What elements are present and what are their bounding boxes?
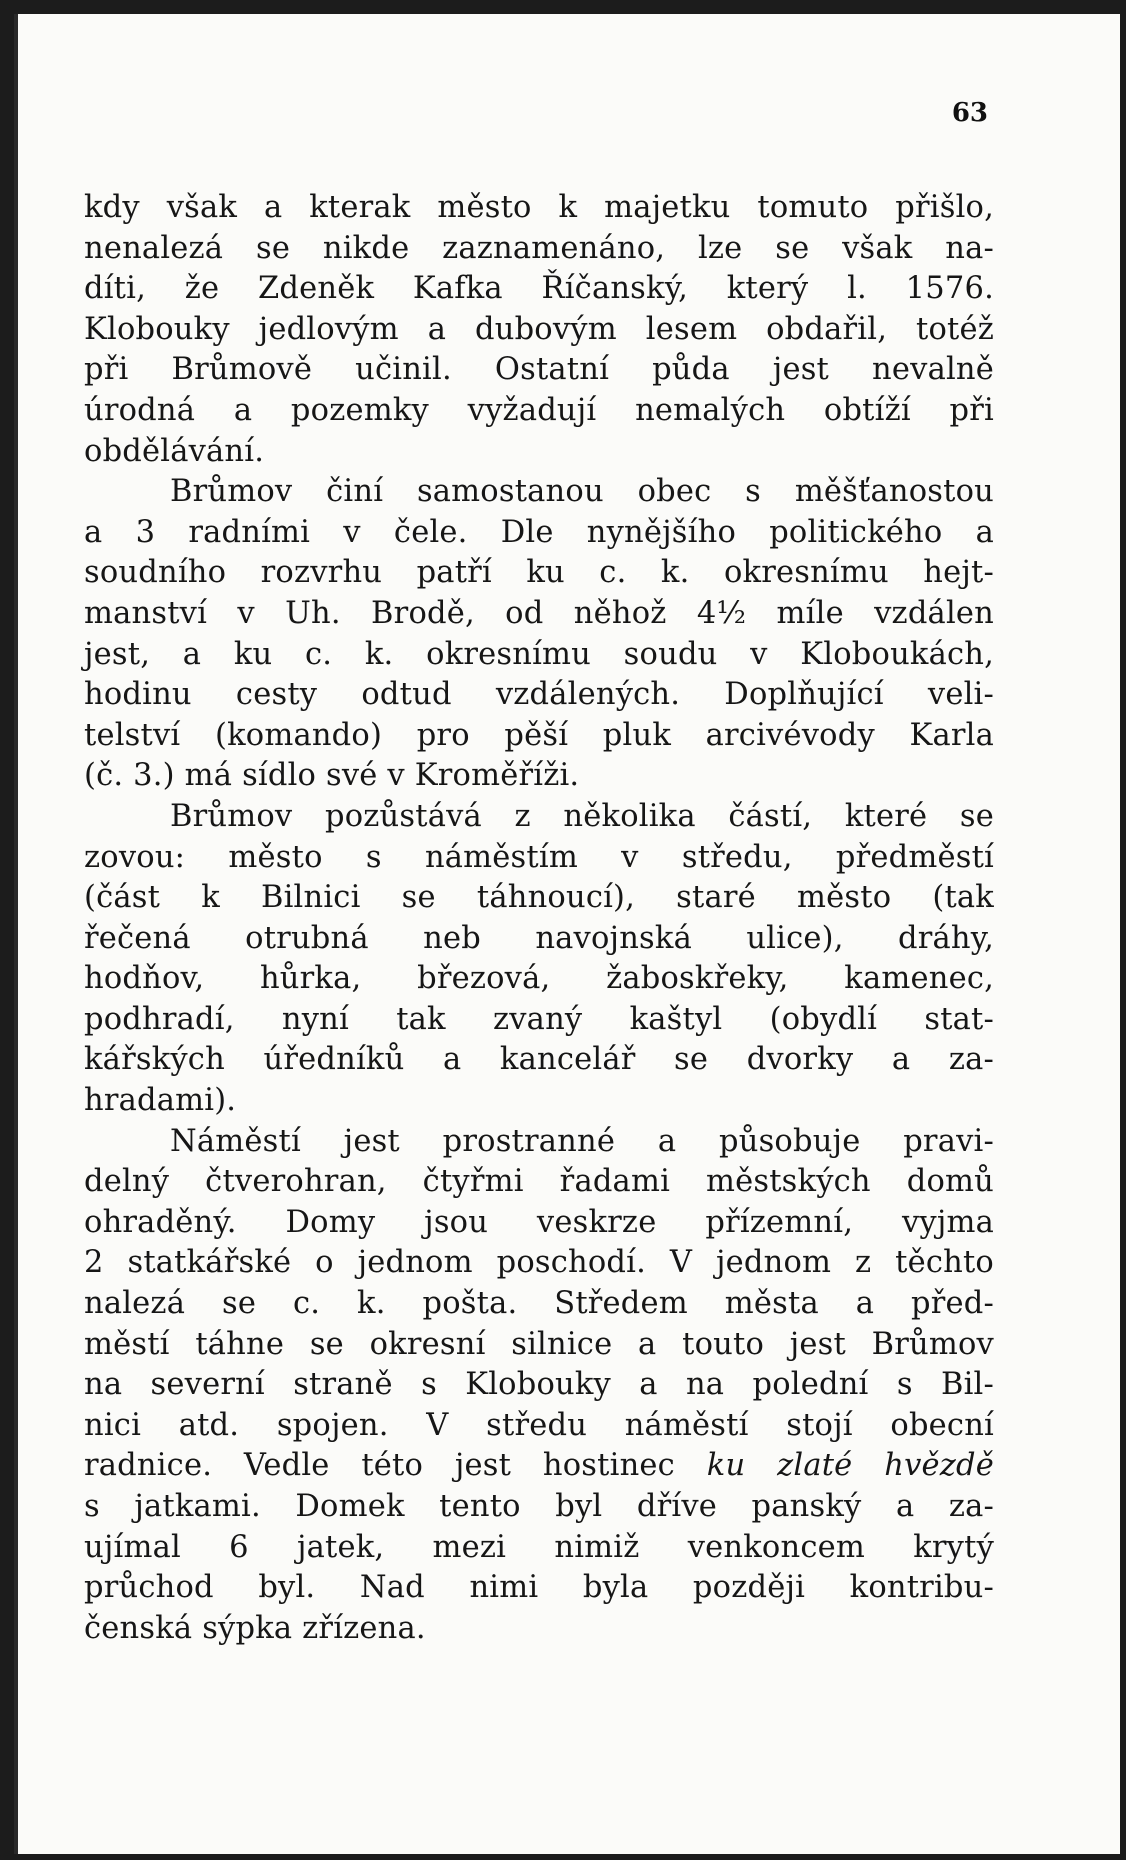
text-line: hodňov, hůrka, březová, žaboskřeky, kamenec,: [84, 961, 994, 997]
text-line: řečená otrubná neb navojnská ulice), dráhy,: [84, 920, 994, 956]
text-line: soudního rozvrhu patří ku c. k. okresnímu hejt-: [84, 555, 994, 591]
text-line: úrodná a pozemky vyžadují nemalých obtíží při: [84, 392, 994, 428]
text-line: 2 statkářské o jednom poschodí. V jednom z těchto: [84, 1245, 994, 1281]
text-line: (část k Bilnici se táhnoucí), staré město (tak: [84, 880, 994, 916]
text-line: hodinu cesty odtud vzdálených. Doplňující veli-: [84, 677, 994, 713]
text-line: na severní straně s Klobouky a na polední s Bil-: [84, 1367, 994, 1403]
text-line: díti, že Zdeněk Kafka Říčanský, který l. 1576.: [84, 271, 994, 307]
text-line: nici atd. spojen. V středu náměstí stojí obecní: [84, 1407, 994, 1443]
text-line: obdělávání.: [84, 433, 265, 469]
paragraph: [84, 797, 994, 1122]
book-page: [14, 14, 1120, 1854]
paragraph: [84, 1122, 994, 1650]
paragraph: [84, 188, 994, 472]
page-number: 63: [951, 98, 988, 128]
text-line: s jatkami. Domek tento byl dříve panský a za-: [84, 1489, 994, 1524]
paragraph: [84, 472, 994, 797]
text-line: nenalezá se nikde zaznamenáno, lze se však na-: [84, 230, 994, 266]
text-line: delný čtverohran, čtyřmi řadami městských domů: [84, 1164, 994, 1200]
text-line: ujímal 6 jatek, mezi nimiž venkoncem krytý: [84, 1529, 994, 1565]
text-line: radnice. Vedle této jest hostinec ku zlaté hvězdě: [84, 1448, 994, 1484]
text-line: Klobouky jedlovým a dubovým lesem obdařil, totéž: [84, 311, 994, 347]
text-line: čenská sýpka zřízena.: [84, 1610, 426, 1646]
text-line: zovou: město s náměstím v středu, předměstí: [84, 839, 994, 875]
text-line: telství (komando) pro pěší pluk arcivévody Karla: [84, 717, 994, 753]
text-line: hradami).: [84, 1083, 237, 1119]
text-line: (č. 3.) má sídlo své v Kroměříži.: [84, 758, 580, 794]
text-line: podhradí, nyní tak zvaný kaštyl (obydlí stat-: [84, 1001, 994, 1037]
text-line: při Brůmově učinil. Ostatní půda jest nevalně: [84, 352, 994, 388]
text-line: Náměstí jest prostranné a působuje pravi-: [170, 1123, 994, 1159]
text-line: jest, a ku c. k. okresnímu soudu v Kloboukách,: [84, 636, 994, 672]
text-line: městí táhne se okresní silnice a touto jest Brůmov: [84, 1326, 994, 1362]
body-text: [84, 188, 994, 1649]
text-line: ohraděný. Domy jsou veskrze přízemní, vyjma: [84, 1204, 994, 1240]
text-line: kdy však a kterak město k majetku tomuto přišlo,: [84, 190, 994, 225]
text-line: Brůmov pozůstává z několika částí, které se: [170, 798, 994, 834]
text-line: průchod byl. Nad nimi byla později kontribu-: [84, 1570, 994, 1606]
text-line: manství v Uh. Brodě, od něhož 4½ míle vzdálen: [84, 595, 994, 631]
text-line: Brůmov činí samostanou obec s měšťanostou: [170, 474, 994, 510]
text-line: kářských úředníků a kancelář se dvorky a za-: [84, 1042, 994, 1078]
text-line: a 3 radními v čele. Dle nynějšího politického a: [84, 514, 994, 550]
text-line: nalezá se c. k. pošta. Středem města a před-: [84, 1286, 994, 1322]
